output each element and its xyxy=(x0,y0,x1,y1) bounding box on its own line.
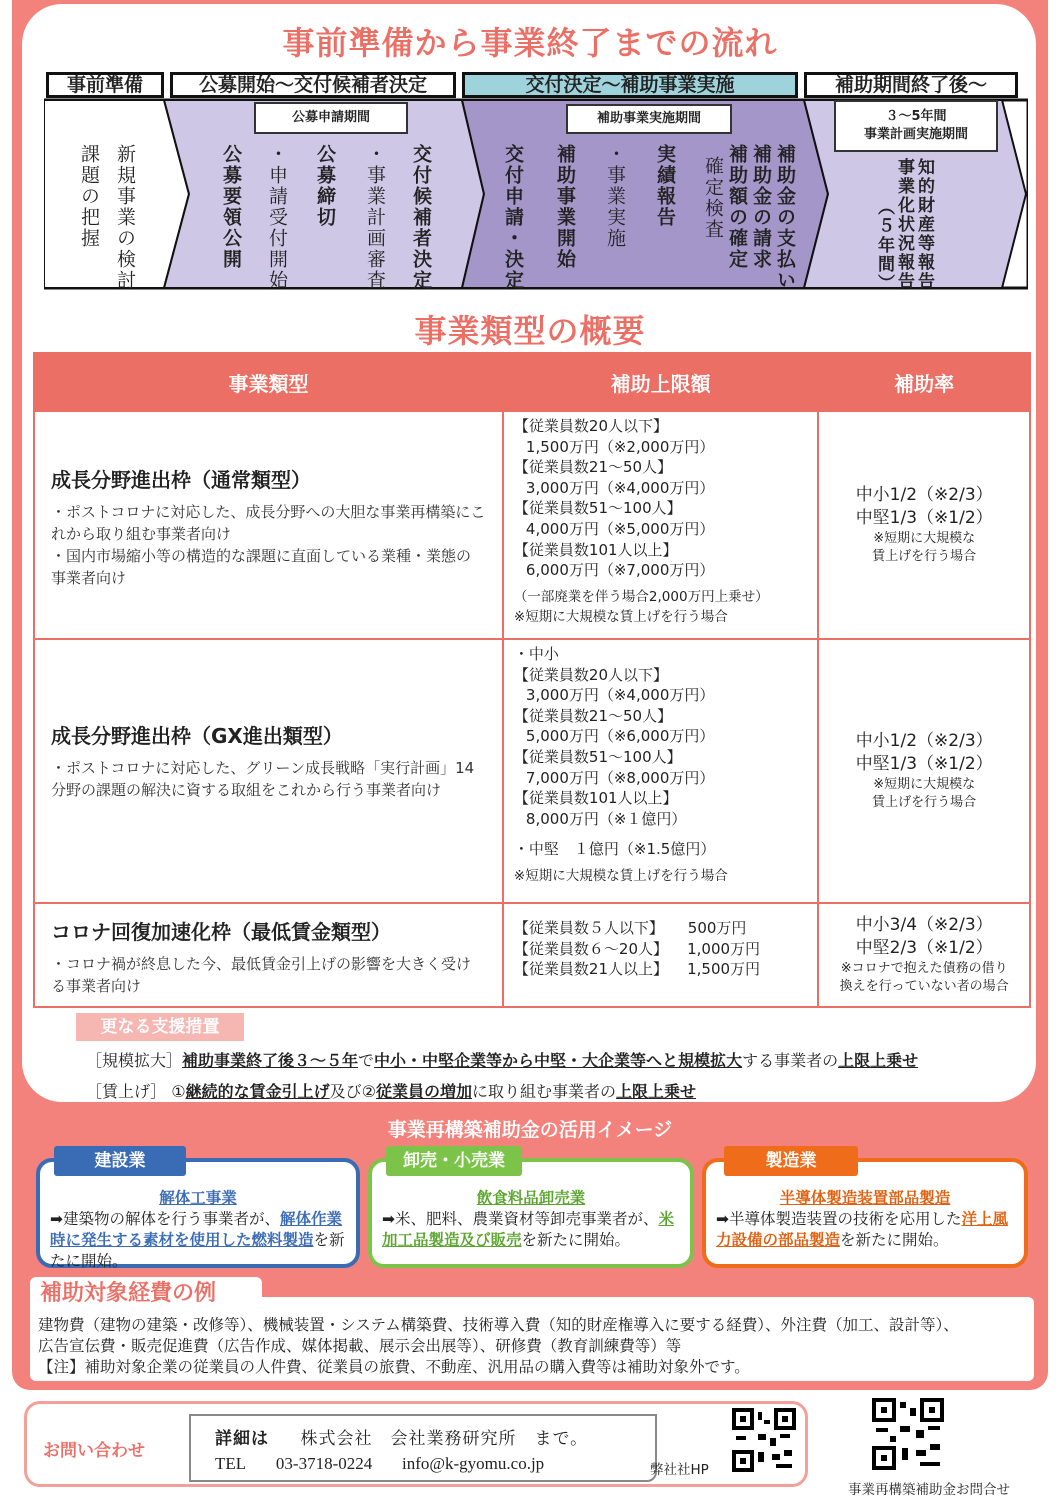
usage-card-manufacturing xyxy=(702,1151,1028,1268)
rate-note: ※短期に大規模な xyxy=(873,777,976,792)
tier-value: 500万円 xyxy=(687,919,747,937)
card-tag: 卸売・小売業 xyxy=(386,1146,522,1176)
support-text: する事業者の xyxy=(742,1051,839,1070)
support-wage xyxy=(86,1079,696,1102)
rate-cell xyxy=(818,903,1030,1007)
tier-label: 【従業員数21～50人】 xyxy=(513,706,673,725)
rate-sme: 中小3/4（※2/3） xyxy=(855,915,993,935)
table-row xyxy=(34,639,1030,903)
card-text: を新たに開始。 xyxy=(50,1231,345,1270)
tier-value: 3,000万円（※4,000万円） xyxy=(525,686,715,705)
card-body xyxy=(50,1209,346,1272)
expenses-line: 広告宣伝費・販売促進費（広告作成、媒体掲載、展示会出展等）、研修費（教育訓練費等）等 xyxy=(38,1337,682,1355)
rate-note: 換えを行っていない者の場合 xyxy=(839,979,1009,994)
support-emph: 補助事業終了後３～５年 xyxy=(182,1051,359,1070)
support-text: に取り組む事業者の xyxy=(471,1082,616,1101)
rate-mid: 中堅1/3（※1/2） xyxy=(855,508,993,528)
contact-tel-line xyxy=(215,1454,544,1474)
contact-company-line xyxy=(215,1424,588,1449)
max-cell xyxy=(503,903,818,1007)
type-desc: ・コロナ禍が終息した今、最低賃金引上げの影響を大きく受ける事業者向け xyxy=(51,955,472,995)
step-candidate: 交付候補者決定 xyxy=(410,144,432,291)
usage-title: 事業再構築補助金の活用イメージ xyxy=(387,1119,673,1141)
card-body xyxy=(716,1209,1014,1251)
tier-value: 1,000万円 xyxy=(687,939,761,958)
tier-group: ・中小 xyxy=(513,645,559,663)
period-after xyxy=(834,100,998,152)
tier-label: 【従業員数20人以下】 xyxy=(513,665,669,684)
phase-after: 補助期間終了後～ xyxy=(804,72,1018,98)
step-start: 補助事業開始 xyxy=(554,144,576,270)
period-after-line2: 事業計画実施期間 xyxy=(863,127,968,142)
tier-label: 【従業員数21人以上】 xyxy=(513,960,669,979)
usage-card-construction xyxy=(36,1151,360,1270)
type-desc: ・ポストコロナに対応した、成長分野への大胆な事業再構築にこれから取り組む事業者向け xyxy=(51,503,486,543)
step-confirm: 補助額の確定 xyxy=(726,144,748,270)
rate-sme: 中小1/2（※2/3） xyxy=(855,731,993,751)
contact-details xyxy=(189,1414,657,1482)
type-cell xyxy=(34,639,503,903)
phase-application: 公募開始～交付候補者決定 xyxy=(170,72,456,98)
flow-diagram xyxy=(44,98,1028,293)
period-after-line1: ３～5年間 xyxy=(885,109,947,124)
tier-label: 【従業員数20人以下】 xyxy=(513,417,669,435)
step-close: 公募締切 xyxy=(314,144,336,228)
table-row xyxy=(34,903,1030,1007)
further-support-label: 更なる支援措置 xyxy=(76,1013,244,1041)
tier-value: 8,000万円（※１億円） xyxy=(525,809,687,828)
usage-card-wholesale xyxy=(368,1151,694,1268)
card-tag: 製造業 xyxy=(724,1146,858,1176)
tier-label: 【従業員数101人以上】 xyxy=(513,789,678,808)
qr-code-icon-hp[interactable] xyxy=(732,1408,796,1472)
qr-caption-inquiry: 事業再構築補助金お問合せ xyxy=(848,1482,1010,1498)
period-implementation: 補助事業実施期間 xyxy=(566,104,732,134)
support-emph: 継続的な賃金引上げ xyxy=(185,1082,330,1101)
step-grant: 交付申請・決定 xyxy=(502,144,524,291)
card-highlight: 解体作業時に発生する素材を使用した燃料製造 xyxy=(50,1210,343,1249)
tier-line xyxy=(514,918,807,939)
step-new-business: 新規事業の検討 xyxy=(114,144,136,291)
step-ip-report: 知的財産等報告 xyxy=(914,158,934,291)
rate-note: 賃上げを行う場合 xyxy=(872,549,977,564)
header-max: 補助上限額 xyxy=(503,353,818,411)
table-header-row xyxy=(34,353,1030,411)
step-payment: 補助金の支払い xyxy=(774,144,796,291)
tel-number[interactable]: 03-3718-0224 xyxy=(275,1454,373,1473)
rate-cell xyxy=(818,411,1030,639)
overview-table xyxy=(33,352,1031,1008)
card-text: ➡米、肥料、農業資材等卸売事業者が、 xyxy=(382,1210,659,1228)
type-desc: ・国内市場縮小等の構造的な課題に直面している業種・業態の事業者向け xyxy=(51,547,472,587)
step-accept: ・申請受付開始 xyxy=(266,144,288,291)
period-application: 公募申請期間 xyxy=(254,102,408,134)
tier-line xyxy=(514,959,807,980)
tier-label: 【従業員数101人以上】 xyxy=(513,540,678,559)
type-cell xyxy=(34,903,503,1007)
step-request: 補助金の請求 xyxy=(750,144,772,270)
header-type: 事業類型 xyxy=(34,353,503,411)
expenses-tag: 補助対象経費の例 xyxy=(30,1277,262,1311)
tier-label: 【従業員数21～50人】 xyxy=(513,458,673,477)
rate-note: ※短期に大規模な xyxy=(873,531,976,546)
type-name: 成長分野進出枠（通常類型） xyxy=(51,468,311,492)
step-issue: 課題の把握 xyxy=(78,144,100,249)
support-emph: 従業員の増加 xyxy=(375,1082,472,1101)
company-name: 株式会社 会社業務研究所 まで。 xyxy=(300,1429,589,1448)
card-subtitle: 半導体製造装置部品製造 xyxy=(779,1189,951,1207)
support-tag: ［規模拡大］ xyxy=(86,1051,183,1070)
support-emph: 上限上乗せ xyxy=(838,1051,919,1070)
type-desc: ・ポストコロナに対応した、グリーン成長戦略「実行計画」14分野の課題の解決に資する取組をこれから行う事業者向け xyxy=(51,759,475,799)
type-name: コロナ回復加速化枠（最低賃金類型） xyxy=(51,920,391,944)
rate-sme: 中小1/2（※2/3） xyxy=(855,485,993,505)
step-report: 実績報告 xyxy=(654,144,676,228)
card-text: を新たに開始。 xyxy=(840,1231,949,1249)
tier-value: 3,000万円（※4,000万円） xyxy=(525,478,715,497)
tel-label: TEL xyxy=(215,1454,247,1473)
expenses-note: 【注】補助対象企業の従業員の人件費、従業員の旅費、不動産、汎用品の購入費等は補助対象外です。 xyxy=(38,1358,750,1376)
max-note: （一部廃業を伴う場合2,000万円上乗せ） xyxy=(513,588,769,605)
card-body xyxy=(382,1209,680,1251)
card-text: ➡建築物の解体を行う事業者が、 xyxy=(50,1210,280,1228)
rate-note: 賃上げを行う場合 xyxy=(872,795,977,810)
max-cell xyxy=(503,411,818,639)
step-review: ・事業計画審査 xyxy=(364,144,386,291)
tier-value: 1,500万円 xyxy=(687,960,761,979)
card-subtitle: 飲食料品卸売業 xyxy=(476,1189,586,1207)
rate-mid: 中堅2/3（※1/2） xyxy=(855,938,993,958)
header-rate: 補助率 xyxy=(818,353,1030,411)
rate-cell xyxy=(818,639,1030,903)
support-text: 及び② xyxy=(329,1082,376,1101)
tier-value: 4,000万円（※5,000万円） xyxy=(525,519,715,538)
expenses-line: 建物費（建物の建築・改修等）、機械装置・システム構築費、技術導入費（知的財産権導入に要する経費）、外注費（加工、設計等）、 xyxy=(38,1316,959,1334)
card-highlight: 米加工品製造及び販売 xyxy=(382,1210,675,1249)
max-cell xyxy=(503,639,818,903)
max-note: ※短期に大規模な賃上げを行う場合 xyxy=(513,867,728,884)
step-publish: 公募要領公開 xyxy=(220,144,242,270)
support-emph: 中小・中堅企業等から中堅・大企業等へと規模拡大 xyxy=(374,1051,743,1070)
tier-line xyxy=(514,939,807,960)
tier-label: 【従業員数５人以下】 xyxy=(513,919,664,937)
card-tag: 建設業 xyxy=(54,1146,186,1176)
overview-title: 事業類型の概要 xyxy=(414,312,646,350)
detail-prefix: 詳細は xyxy=(215,1429,269,1448)
flow-title: 事前準備から事業終了までの流れ xyxy=(282,24,778,62)
step-execute: ・事業実施 xyxy=(604,144,626,249)
tier-label: 【従業員数51～100人】 xyxy=(513,499,682,518)
tier-value: 6,000万円（※7,000万円） xyxy=(525,561,715,580)
tier-value: 1,500万円（※2,000万円） xyxy=(525,437,715,456)
card-subtitle: 解体工事業 xyxy=(159,1189,237,1207)
card-highlight: 洋上風力設備の部品製造 xyxy=(716,1210,1009,1249)
support-text: で xyxy=(358,1051,375,1070)
contact-label: お問い合わせ xyxy=(43,1441,145,1461)
email-address[interactable]: info@k-gyomu.co.jp xyxy=(401,1454,545,1473)
support-emph: 上限上乗せ xyxy=(616,1082,697,1101)
phase-implementation: 交付決定～補助事業実施 xyxy=(462,72,798,98)
phase-prep: 事前準備 xyxy=(46,72,164,98)
support-scale-up xyxy=(86,1048,918,1071)
table-row xyxy=(34,411,1030,639)
tier-label: 【従業員数51～100人】 xyxy=(513,747,682,766)
type-cell xyxy=(34,411,503,639)
tier-value: 7,000万円（※8,000万円） xyxy=(525,768,715,787)
qr-caption-hp: 弊社社HP xyxy=(650,1462,709,1478)
rate-note: ※コロナで抱えた債務の借り xyxy=(840,961,1008,976)
step-status-report: 事業化状況報告 xyxy=(894,158,914,291)
card-text: ➡半導体製造装置の技術を応用した xyxy=(716,1210,962,1228)
rate-mid: 中堅1/3（※1/2） xyxy=(855,754,993,774)
support-tag: ［賃上げ］ ① xyxy=(86,1082,186,1101)
step-five-years: （５年間） xyxy=(874,198,894,293)
card-text: を新たに開始。 xyxy=(521,1231,631,1249)
type-name: 成長分野進出枠（GX進出類型） xyxy=(51,724,343,748)
step-inspect: 確定検査 xyxy=(702,156,724,240)
max-note: ※短期に大規模な賃上げを行う場合 xyxy=(513,609,728,626)
tier-label: 【従業員数６～20人】 xyxy=(513,939,669,958)
tier-group: ・中堅 １億円（※1.5億円） xyxy=(513,840,716,859)
tier-value: 5,000万円（※6,000万円） xyxy=(525,727,715,746)
qr-code-icon-inquiry[interactable] xyxy=(872,1398,944,1470)
